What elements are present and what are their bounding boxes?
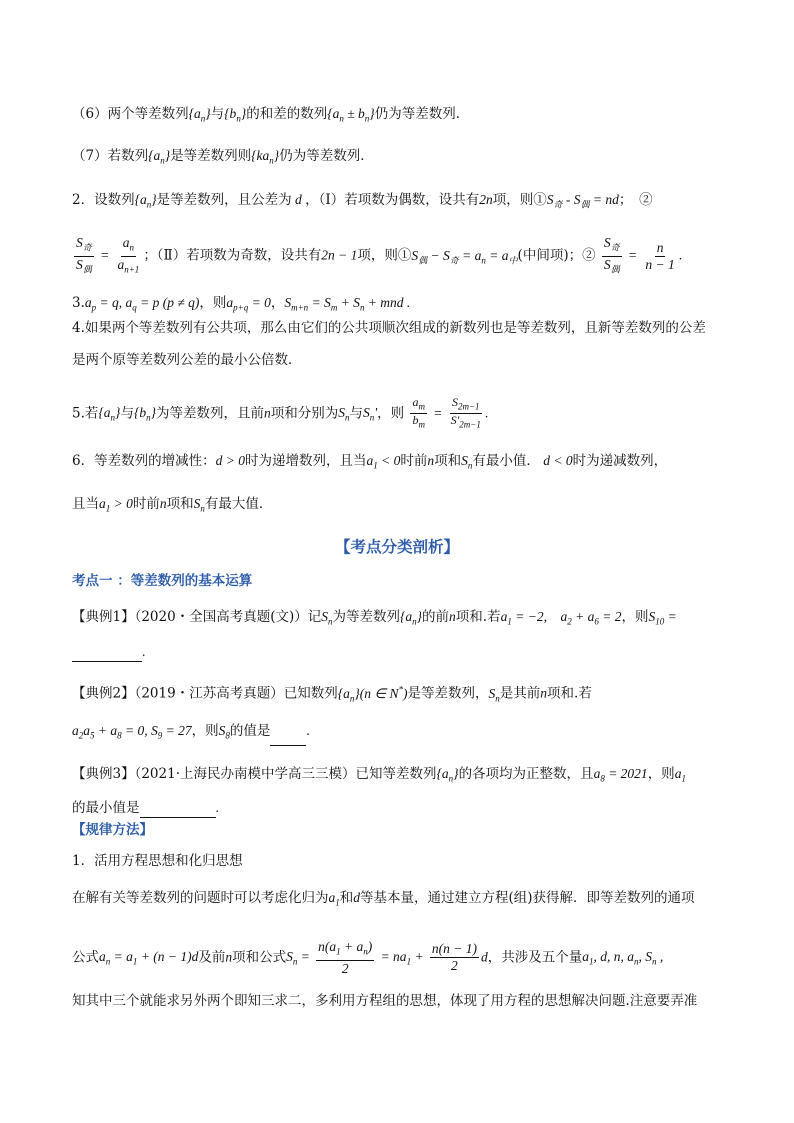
item-6-line-2: 且当$a_1 > 0$时前n项和$S_n$有最大值． [72, 496, 273, 514]
item-5: 5.若$\{a_n\}$与$\{b_n\}$为等差数列，且前n项和分别为$S_n$与$S_n'$，则 $\frac{a_m}{b_m}$ = $\frac{S_{2m-1}}{S'_{2m-1}}$ . [72, 395, 489, 430]
item-4-line-2: 是两个原等差数列公差的最小公倍数． [72, 352, 302, 368]
item-2-line-1: 2．设数列$\{a_n\}$是等差数列，且公差为 d ，（Ⅰ）若项数为偶数，设共有2n项，则$①S_奇 - S_偶$ = nd； ② [72, 192, 653, 210]
example-2-answer-blank[interactable] [270, 731, 306, 746]
example-3-line-1: 【典例3】（2021·上海民办南模中学高三三模）已知等差数列$\{a_n\}$的各项均为正整数，且$a_8 = 2021$，则$a_1$ [72, 766, 686, 784]
item-4-line-1: 4.如果两个等差数列有公共项，那么由它们的公共项顺次组成的新数列也是等差数列，且新等差数列的公差 [72, 320, 706, 336]
example-2-line-1: 【典例2】（2019・江苏高考真题）已知数列$\{a_n\}(n$ ∈ N*)是等差数列，$S_n$是其前n项和.若 [72, 684, 592, 704]
property-7: （7）若数列$\{a_n\}$是等差数列则$\{ka_n\}$仍为等差数列． [72, 148, 374, 166]
method-paragraph-line-1: 在解有关等差数列的问题时可以考虑化归为$a_1$和d等基本量，通过建立方程(组)获得解．即等差数列的通项 [72, 890, 695, 908]
item-6-line-1: 6．等差数列的增减性：d > 0时为递增数列，且当$a_1 < 0$时前n项和$S_n$有最小值． d < 0时为递减数列， [72, 453, 668, 471]
method-title: 【规律方法】 [72, 822, 153, 838]
example-3-answer-blank[interactable] [140, 803, 216, 818]
item-2-line-2: $\frac{S_奇}{S_偶}$ = $\frac{a_n}{a_{n+1}}$ ；（Ⅱ）若项数为奇数，设共有2n − 1项，则$①S_偶 - S_奇 = a_n = a_中$(中间项)；② $\frac{S_奇}{S_偶}$ = $\frac{n}{n - 1}$ . [76, 235, 683, 275]
example-3-line-2: 的最小值是 . [72, 800, 219, 816]
method-point-1: 1．活用方程思想和化归思想 [72, 853, 243, 869]
example-1-answer-blank[interactable]: . [72, 642, 145, 662]
item-3: $3.a_p = q$, $a_q = p$ (p ≠ q)，则$a_{p+q} = 0$，$S_{m+n} = S_m + S_n$ + mnd . [72, 295, 411, 313]
method-paragraph-line-2: 公式$a_n = a_1 + (n - 1)d$及前n项和公式$S_n$ = $\frac{n(a_1 + a_n)}{2}$ = $na_1$ + $\frac{n(n - 1)}{2}$ d，共涉及五个量$a_1$, d, n, $a_n$, $S_n$ , [72, 939, 664, 976]
section-title: 【考点分类剖析】 [334, 537, 459, 556]
example-1: 【典例1】（2020・全国高考真题(文)）记$S_n$为等差数列$\{a_n\}$的前n项和.若$a_1 = -2$, $a_2 + a_6 = 2$，则$S_{10}$ = [72, 609, 677, 627]
method-paragraph-line-3: 知其中三个就能求另外两个即知三求二，多利用方程组的思想，体现了用方程的思想解决问题.注意要弄准 [72, 993, 698, 1009]
topic-1-title: 考点一 ：等差数列的基本运算 [72, 573, 253, 589]
example-2-line-2: $a_2a_5 + a_8 = 0$, $S_9 = 27$，则$S_8$的值是 . [72, 721, 310, 746]
property-6: （6）两个等差数列$\{a_n\}$与$\{b_n\}$的和差的数列$\{a_n \pm b_n\}$仍为等差数列． [72, 106, 470, 124]
